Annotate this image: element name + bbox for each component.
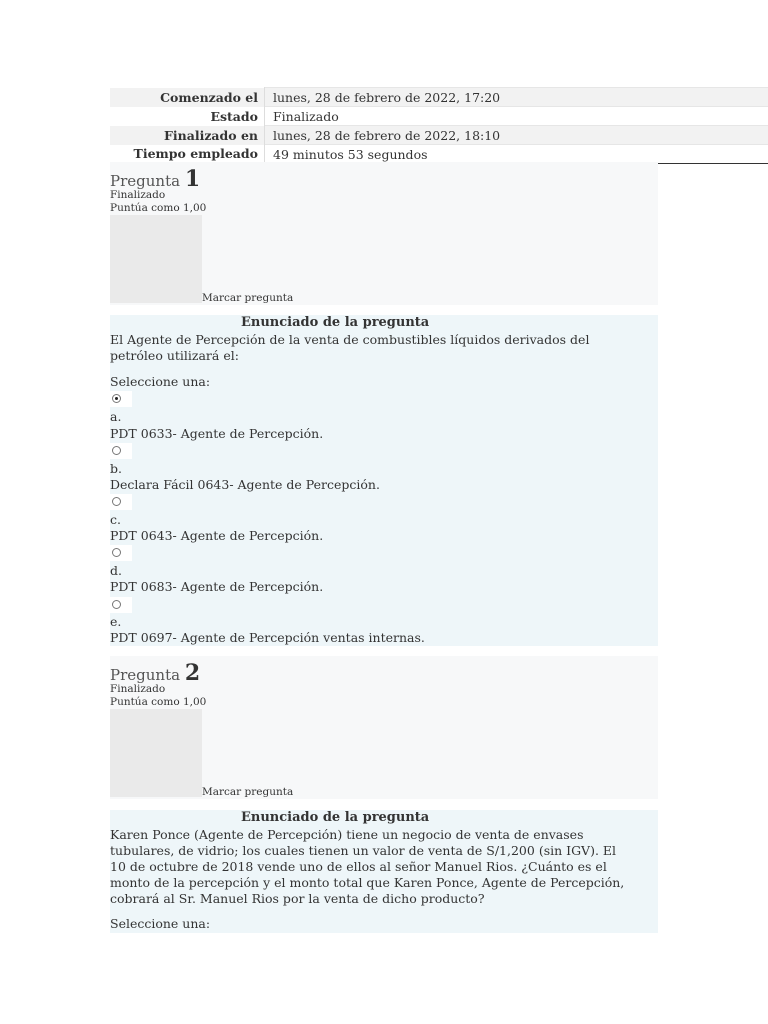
question-1-content — [110, 315, 658, 646]
radio-unchecked-icon[interactable] — [112, 497, 121, 506]
summary-label: Estado — [110, 107, 265, 126]
answer-prompt: Seleccione una: — [110, 916, 211, 931]
option-text: Declara Fácil 0643- Agente de Percepción. — [110, 477, 380, 492]
radio-unchecked-icon[interactable] — [112, 548, 121, 557]
summary-value: 49 minutos 53 segundos — [265, 145, 768, 164]
summary-row-state — [110, 107, 768, 126]
summary-value: lunes, 28 de febrero de 2022, 18:10 — [265, 126, 768, 145]
summary-row-finished — [110, 126, 768, 145]
option-letter: a. — [110, 409, 122, 424]
radio-unchecked-icon[interactable] — [112, 446, 121, 455]
option-letter: d. — [110, 563, 122, 578]
option-c-radio-box[interactable] — [110, 494, 132, 510]
radio-checked-icon[interactable] — [112, 394, 121, 403]
flag-box — [110, 215, 202, 303]
radio-unchecked-icon[interactable] — [112, 600, 121, 609]
option-text: PDT 0683- Agente de Percepción. — [110, 579, 324, 594]
question-word: Pregunta — [110, 666, 181, 684]
option-letter: b. — [110, 461, 122, 476]
summary-value: lunes, 28 de febrero de 2022, 17:20 — [265, 88, 768, 107]
option-d-radio-box[interactable] — [110, 545, 132, 561]
flag-box — [110, 709, 202, 797]
flag-question-link[interactable]: Marcar pregunta — [202, 292, 294, 304]
question-word: Pregunta — [110, 172, 181, 190]
option-text: PDT 0697- Agente de Percepción ventas internas. — [110, 630, 425, 645]
summary-label: Finalizado en — [110, 126, 265, 145]
question-grade: Puntúa como 1,00 — [110, 202, 207, 214]
summary-row-time — [110, 145, 768, 164]
option-b-radio-box[interactable] — [110, 443, 132, 459]
question-state: Finalizado — [110, 189, 166, 201]
question-text-heading: Enunciado de la pregunta — [241, 810, 430, 825]
question-2-content — [110, 810, 658, 933]
option-text: PDT 0633- Agente de Percepción. — [110, 426, 324, 441]
option-letter: e. — [110, 614, 122, 629]
summary-label: Comenzado el — [110, 88, 265, 107]
question-2-info — [110, 656, 658, 799]
question-text: El Agente de Percepción de la venta de combustibles líquidos derivados del petróleo utilizará el: — [110, 332, 590, 363]
answer-prompt: Seleccione una: — [110, 374, 211, 389]
option-e-radio-box[interactable] — [110, 597, 132, 613]
option-text: PDT 0643- Agente de Percepción. — [110, 528, 324, 543]
question-number: 1 — [184, 166, 201, 192]
attempt-summary-table — [110, 87, 768, 164]
question-text: Karen Ponce (Agente de Percepción) tiene un negocio de venta de envases tubulares, de vidrio; los cuales tienen un valor de venta de S/1,200 (sin IGV). El 10 de octubre de 2018 vende uno de ellos al señor Manuel Rios. ¿Cuánto es el monto de la percepción y el monto total que Karen Ponce, Agente de Percepción, cobrará al Sr. Manuel Rios por la venta de dicho producto? — [110, 827, 625, 906]
question-grade: Puntúa como 1,00 — [110, 696, 207, 708]
summary-row-started — [110, 88, 768, 107]
option-a-radio-box[interactable] — [110, 391, 132, 407]
option-letter: c. — [110, 512, 121, 527]
question-state: Finalizado — [110, 683, 166, 695]
question-text-heading: Enunciado de la pregunta — [241, 315, 430, 330]
question-1-info — [110, 162, 658, 305]
summary-label: Tiempo empleado — [110, 145, 265, 164]
question-number: 2 — [184, 660, 201, 686]
flag-question-link[interactable]: Marcar pregunta — [202, 786, 294, 798]
summary-value: Finalizado — [265, 107, 768, 126]
